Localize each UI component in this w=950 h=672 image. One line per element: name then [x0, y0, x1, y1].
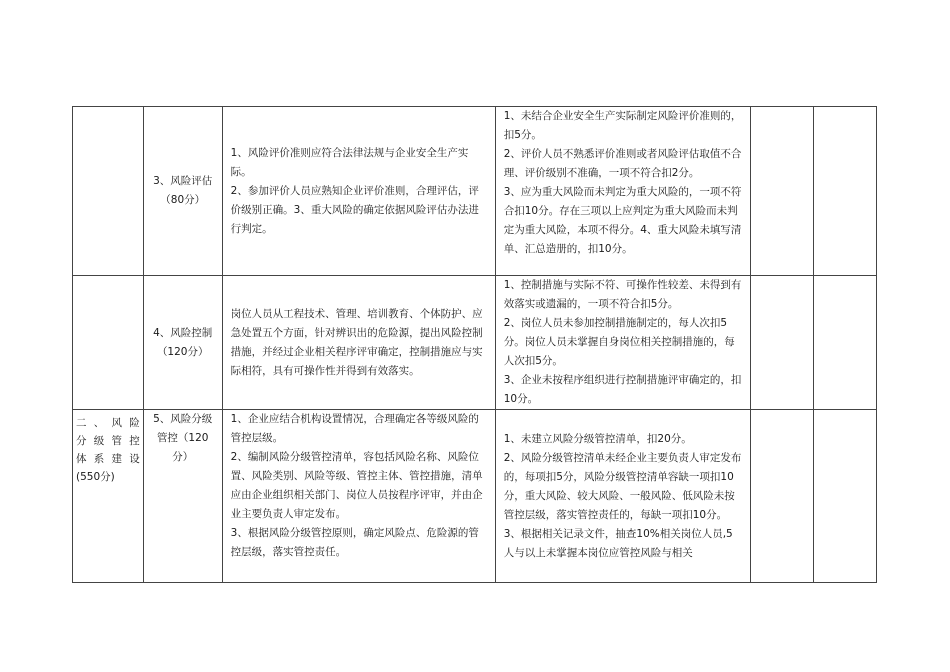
item-name: 4、风险控制 — [153, 326, 213, 339]
standard-text: 2、评价人员不熟悉评价准则或者风险评估取值不合理、评价级别不准确，一项不符合扣2分。 — [503, 148, 742, 179]
table-row — [73, 276, 877, 410]
requirement-text: 3、根据风险分级管控原则，确定风险点、危险源的管控层级，落实管控责任。 — [230, 527, 479, 558]
standard-cell — [495, 276, 750, 410]
score-cell — [750, 276, 814, 410]
standard-text: 1、未建立风险分级管控清单，扣20分。 — [503, 432, 692, 445]
requirement-text: 1、企业应结合机构设置情况，合理确定各等级风险的管控层级。 — [230, 413, 479, 444]
item-score: （120分） — [156, 345, 209, 358]
table-row — [73, 107, 877, 276]
requirement-cell — [222, 410, 495, 583]
score-cell — [750, 410, 814, 583]
item-cell — [143, 410, 222, 583]
score-cell — [750, 107, 814, 276]
requirement-cell — [222, 107, 495, 276]
standard-cell — [495, 107, 750, 276]
standard-text: 2、风险分级管控清单未经企业主要负责人审定发布的，每项扣5分，风险分级管控清单容缺一项扣10分，重大风险、较大风险、一般风险、低风险未按管控层级，落实管控责任的，每缺一项扣10分。 — [503, 451, 742, 521]
requirement-text: 2、编制风险分级管控清单，容包括风险名称、风险位置、风险类别、风险等级、管控主体、管控措施，清单应由企业组织相关部门、岗位人员按程序评审，并由企业主要负责人审定发布。 — [230, 451, 483, 520]
category-line: 体系建设 — [76, 453, 140, 465]
category-cell — [73, 410, 144, 583]
item-cell — [143, 276, 222, 410]
remark-cell — [814, 410, 877, 583]
category-line: 二、风险 — [76, 417, 140, 429]
standard-text: 1、未结合企业安全生产实际制定风险评价准则的，扣5分。 — [503, 110, 742, 141]
standard-text: 1、控制措施与实际不符、可操作性较差、未得到有效落实或遗漏的，一项不符合扣5分。 — [503, 279, 742, 310]
requirement-text: 2、参加评价人员应熟知企业评价准则，合理评估，评价级别正确。3、重大风险的确定依据风险评估办法进行判定。 — [230, 184, 479, 235]
category-cell — [73, 276, 144, 410]
remark-cell — [814, 276, 877, 410]
scoring-table — [72, 106, 877, 583]
item-cell — [143, 107, 222, 276]
standard-text: 2、岗位人员未参加控制措施制定的，每人次扣5分。岗位人员未掌握自身岗位相关控制措施的，每人次扣5分。 — [503, 317, 735, 367]
item-name: 3、风险评估 — [153, 175, 213, 187]
table-row — [73, 410, 877, 583]
category-line: 分级管控 — [76, 435, 140, 447]
standard-text: 3、根据相关记录文件，抽查10%相关岗位人员,5人与以上未掌握本岗位应管控风险与相关 — [503, 527, 733, 559]
item-name: 管控（120 — [156, 432, 209, 444]
requirement-text: 1、风险评价准则应符合法律法规与企业安全生产实际。 — [230, 146, 469, 178]
category-cell — [73, 107, 144, 276]
standard-text: 3、企业未按程序组织进行控制措施评审确定的，扣10分。 — [503, 374, 742, 405]
item-name: 5、风险分级 — [153, 413, 213, 425]
item-score: （80分） — [160, 194, 206, 206]
item-score: 分） — [172, 451, 194, 463]
standard-cell — [495, 410, 750, 583]
requirement-text: 岗位人员从工程技术、管理、培训教育、个体防护、应急处置五个方面，针对辨识出的危险源，提出风险控制措施，并经过企业相关程序评审确定，控制措施应与实际相符，具有可操作性并得到有效落实。 — [230, 307, 483, 377]
standard-text: 3、应为重大风险而未判定为重大风险的，一项不符合扣10分。存在三项以上应判定为重大风险而未判定为重大风险，本项不得分。4、重大风险未填写清单、汇总造册的，扣10分。 — [503, 186, 742, 255]
remark-cell — [814, 107, 877, 276]
requirement-cell — [222, 276, 495, 410]
category-score: (550分) — [76, 471, 115, 483]
